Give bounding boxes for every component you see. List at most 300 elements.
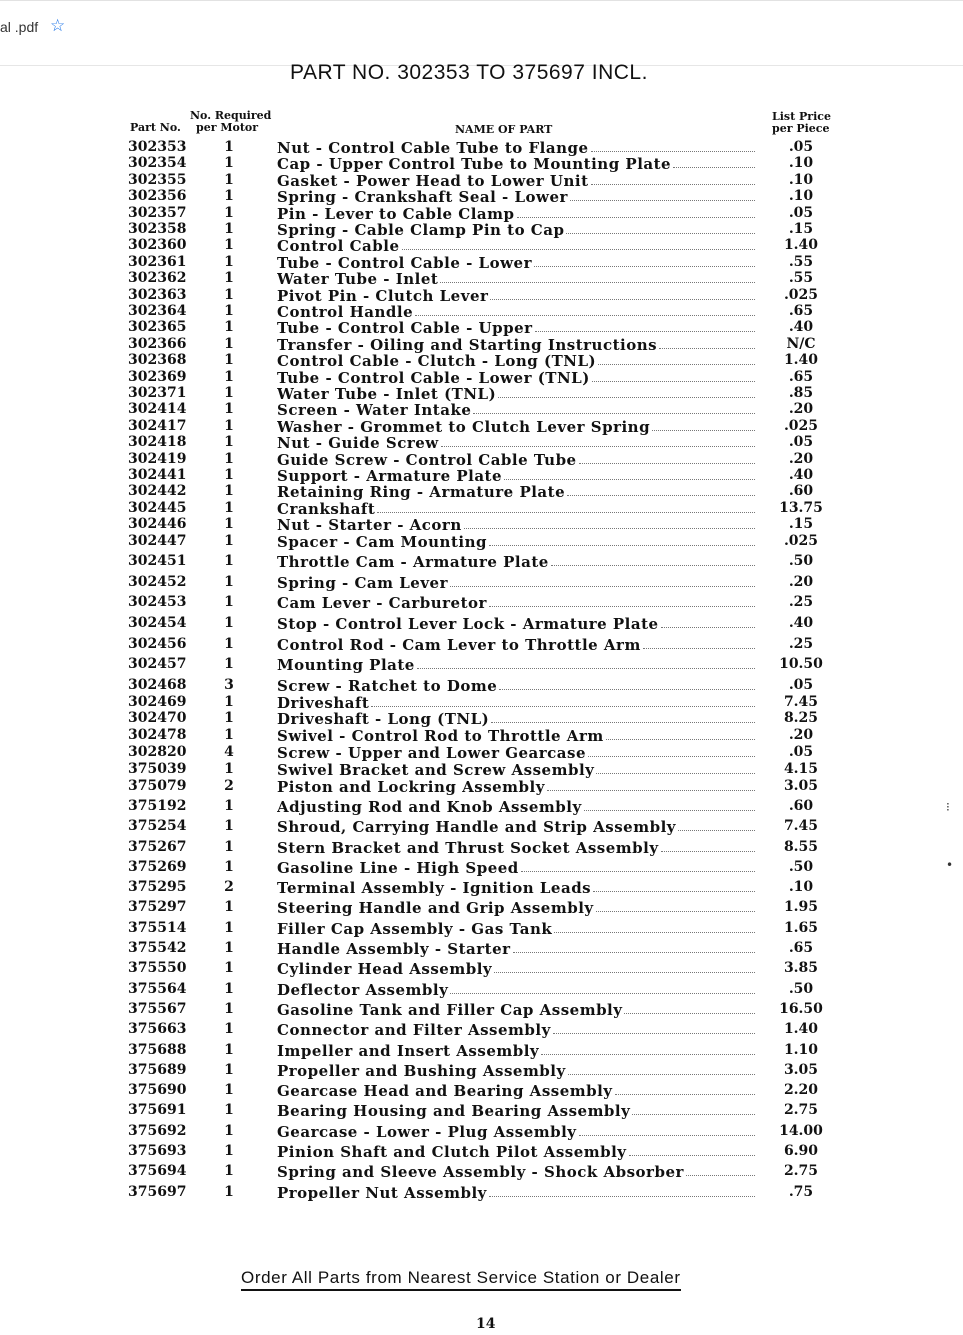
part-name — [277, 434, 757, 451]
part-name-text: Guide Screw - Control Cable Tube — [277, 450, 577, 468]
list-price: 8.55 — [783, 838, 819, 855]
dot-leader — [473, 401, 755, 414]
part-name-text: Tube - Control Cable - Lower (TNL) — [277, 368, 590, 386]
table-row — [0, 553, 963, 570]
header-qty-line1: No. Required — [190, 109, 272, 122]
table-row — [0, 744, 963, 761]
scan-mark: • — [946, 858, 954, 872]
quantity: 1 — [224, 499, 234, 516]
list-price: .025 — [783, 532, 819, 549]
part-name-text: Cam Lever - Carburetor — [277, 594, 487, 612]
part-name-text: Bearing Housing and Bearing Assembly — [277, 1102, 631, 1120]
part-number: 302355 — [128, 171, 187, 188]
dot-leader — [441, 434, 755, 447]
dot-leader — [606, 727, 755, 740]
part-name-text: Terminal Assembly - Ignition Leads — [277, 879, 592, 897]
header-name: NAME OF PART — [455, 123, 553, 136]
part-number: 302454 — [128, 615, 187, 631]
list-price: 4.15 — [783, 760, 819, 777]
table-row — [0, 1143, 963, 1160]
part-name — [277, 205, 757, 222]
table-row — [0, 879, 963, 896]
dot-leader — [566, 221, 755, 234]
quantity: 1 — [224, 1041, 234, 1058]
part-number: 302414 — [128, 401, 187, 418]
list-price: .40 — [788, 467, 814, 483]
quantity: 1 — [224, 594, 234, 611]
dot-leader — [534, 254, 755, 267]
part-number: 302353 — [128, 139, 187, 155]
part-name — [277, 1184, 757, 1201]
quantity: 1 — [224, 204, 234, 221]
table-row — [0, 1123, 963, 1140]
list-price: .05 — [788, 744, 814, 760]
part-number: 302418 — [128, 434, 187, 451]
part-name-text: Spring - Cable Clamp Pin to Cap — [277, 221, 565, 238]
part-name — [277, 710, 757, 727]
list-price: .50 — [788, 858, 814, 875]
quantity: 1 — [224, 553, 234, 570]
list-price: .50 — [788, 980, 814, 997]
quantity: 1 — [224, 573, 234, 590]
part-number: 302365 — [128, 319, 187, 336]
list-price: .65 — [788, 303, 814, 319]
dot-leader — [652, 418, 755, 431]
dot-leader — [593, 879, 755, 892]
part-number: 375297 — [128, 899, 187, 916]
list-price: 3.05 — [783, 1061, 819, 1078]
part-name-text: Pinion Shaft and Clutch Pilot Assembly — [277, 1143, 627, 1160]
table-row — [0, 920, 963, 937]
table-row — [0, 303, 963, 320]
table-row — [0, 899, 963, 916]
list-price: .50 — [788, 553, 814, 570]
quantity: 1 — [224, 635, 234, 652]
list-price: .60 — [788, 483, 814, 500]
part-name — [277, 1062, 757, 1079]
dot-leader — [579, 451, 755, 464]
dot-leader — [584, 798, 755, 811]
quantity: 1 — [224, 188, 234, 205]
part-name — [277, 920, 757, 937]
part-name-text: Adjusting Rod and Knob Assembly — [277, 797, 582, 815]
part-name-text: Crankshaft — [277, 499, 376, 517]
page-number: 14 — [476, 1316, 496, 1332]
dot-leader — [579, 1123, 755, 1136]
part-name — [277, 1143, 757, 1160]
part-name — [277, 221, 757, 238]
part-name — [277, 1021, 757, 1038]
dot-leader — [591, 172, 755, 185]
list-price: .65 — [788, 940, 814, 956]
list-price: .10 — [788, 155, 814, 172]
dot-leader — [450, 981, 755, 994]
dot-leader — [661, 839, 755, 852]
part-name — [277, 677, 757, 694]
table-row — [0, 960, 963, 977]
table-row — [0, 434, 963, 451]
part-name-text: Mounting Plate — [277, 656, 415, 674]
header-qty-line2: per Motor — [196, 121, 259, 134]
dot-leader — [592, 369, 755, 382]
dot-leader — [535, 319, 755, 332]
part-name — [277, 940, 757, 957]
quantity: 1 — [224, 434, 234, 451]
part-name — [277, 636, 757, 653]
table-row — [0, 1102, 963, 1119]
quantity: 3 — [224, 676, 234, 693]
quantity: 1 — [224, 221, 234, 237]
dot-leader — [499, 677, 755, 690]
table-row — [0, 1021, 963, 1038]
part-number: 302468 — [128, 676, 187, 693]
part-name — [277, 319, 757, 336]
part-name-text: Water Tube - Inlet — [277, 270, 439, 288]
part-name — [277, 451, 757, 468]
dot-leader — [489, 533, 755, 546]
part-name — [277, 553, 757, 570]
quantity: 1 — [224, 797, 234, 814]
part-name-text: Spring and Sleeve Assembly - Shock Absorber — [277, 1163, 684, 1181]
quantity: 1 — [224, 253, 234, 270]
list-price: 10.50 — [779, 656, 823, 673]
table-row — [0, 1062, 963, 1079]
table-row — [0, 981, 963, 998]
part-name-text: Propeller and Bushing Assembly — [277, 1061, 566, 1079]
part-name — [277, 574, 757, 591]
part-name-text: Impeller and Insert Assembly — [277, 1041, 540, 1059]
part-number: 302457 — [128, 656, 187, 673]
dot-leader — [415, 303, 755, 316]
part-name-text: Steering Handle and Grip Assembly — [277, 899, 594, 917]
part-number: 375269 — [128, 858, 187, 875]
table-row — [0, 615, 963, 632]
list-price: .05 — [788, 676, 814, 693]
dot-leader — [567, 483, 755, 496]
part-name — [277, 303, 757, 320]
part-name-text: Screen - Water Intake — [277, 401, 472, 419]
table-row — [0, 237, 963, 254]
dot-leader — [494, 960, 755, 973]
table-row — [0, 1082, 963, 1099]
part-number: 375192 — [128, 797, 187, 814]
list-price: 3.85 — [783, 960, 819, 977]
part-number: 375039 — [128, 760, 187, 777]
dot-leader — [624, 1001, 755, 1014]
part-number: 375693 — [128, 1143, 187, 1159]
list-price: .40 — [788, 319, 814, 336]
quantity: 1 — [224, 980, 234, 997]
list-price: .60 — [788, 797, 814, 814]
part-name-text: Driveshaft — [277, 693, 370, 711]
part-name-text: Control Handle — [277, 303, 414, 320]
dot-leader — [513, 940, 755, 953]
part-name-text: Gasket - Power Head to Lower Unit — [277, 171, 589, 189]
table-row — [0, 139, 963, 156]
list-price: .15 — [788, 221, 814, 237]
list-price: 6.90 — [783, 1143, 819, 1159]
part-number: 302354 — [128, 155, 187, 172]
dot-leader — [596, 899, 755, 912]
part-name — [277, 818, 757, 835]
dot-leader — [673, 155, 755, 168]
part-name-text: Control Cable — [277, 237, 400, 255]
list-price: .65 — [788, 368, 814, 385]
part-number: 302363 — [128, 286, 187, 303]
part-number: 375663 — [128, 1021, 187, 1038]
quantity: 1 — [224, 532, 234, 549]
part-number: 375692 — [128, 1122, 187, 1139]
part-name-text: Cylinder Head Assembly — [277, 960, 493, 978]
quantity: 1 — [224, 1021, 234, 1038]
part-number: 302362 — [128, 270, 187, 287]
part-name — [277, 1001, 757, 1018]
part-name-text: Gearcase Head and Bearing Assembly — [277, 1082, 613, 1100]
quantity: 1 — [224, 155, 234, 172]
part-name-text: Connector and Filter Assembly — [277, 1021, 551, 1039]
part-name — [277, 1042, 757, 1059]
quantity: 1 — [224, 352, 234, 369]
table-row — [0, 636, 963, 653]
quantity: 1 — [224, 899, 234, 916]
dot-leader — [490, 287, 755, 300]
list-price: 16.50 — [779, 1000, 823, 1017]
table-row — [0, 188, 963, 205]
star-icon[interactable]: ☆ — [50, 16, 66, 36]
quantity: 1 — [224, 1102, 234, 1119]
list-price: .55 — [788, 270, 814, 287]
part-name — [277, 744, 757, 761]
dot-leader — [498, 385, 755, 398]
part-name-text: Nut - Starter - Acorn — [277, 516, 462, 534]
part-number: 302417 — [128, 417, 187, 434]
part-name — [277, 1082, 757, 1099]
table-row — [0, 451, 963, 468]
dot-leader — [504, 467, 755, 480]
quantity: 1 — [224, 919, 234, 936]
list-price: 3.05 — [783, 777, 819, 794]
table-row — [0, 761, 963, 778]
quantity: 1 — [224, 319, 234, 336]
part-number: 375267 — [128, 838, 187, 855]
part-name — [277, 615, 757, 632]
dot-leader — [591, 139, 755, 152]
table-row — [0, 385, 963, 402]
table-row — [0, 172, 963, 189]
quantity: 1 — [224, 139, 234, 155]
part-number: 302360 — [128, 237, 187, 254]
part-number: 302366 — [128, 335, 187, 352]
list-price: .025 — [783, 286, 819, 303]
quantity: 1 — [224, 693, 234, 710]
part-name — [277, 879, 757, 896]
list-price: .75 — [788, 1183, 814, 1200]
part-name-text: Retaining Ring - Armature Plate — [277, 483, 566, 501]
part-number: 302453 — [128, 594, 187, 611]
part-number: 375254 — [128, 818, 187, 835]
quantity: 1 — [224, 385, 234, 401]
quantity: 1 — [224, 1082, 234, 1099]
quantity: 2 — [224, 777, 234, 794]
part-name — [277, 761, 757, 778]
scan-mark: ⁝ — [946, 800, 950, 814]
part-name — [277, 369, 757, 386]
list-price: .15 — [788, 516, 814, 533]
part-name — [277, 656, 757, 673]
part-name-text: Filler Cap Assembly - Gas Tank — [277, 919, 553, 937]
quantity: 1 — [224, 838, 234, 855]
table-row — [0, 1042, 963, 1059]
list-price: 1.65 — [783, 919, 819, 936]
header-price-line2: per Piece — [772, 122, 830, 135]
footer-note: Order All Parts from Nearest Service Station or Dealer — [241, 1268, 681, 1291]
list-price: .05 — [788, 204, 814, 221]
table-row — [0, 500, 963, 517]
part-name-text: Throttle Cam - Armature Plate — [277, 553, 549, 571]
part-name — [277, 139, 757, 156]
table-row — [0, 839, 963, 856]
part-number: 302442 — [128, 483, 187, 500]
dot-leader — [659, 336, 755, 349]
part-name-text: Spring - Crankshaft Seal - Lower — [277, 188, 568, 206]
dot-leader — [521, 859, 755, 872]
part-name — [277, 237, 757, 254]
list-price: .10 — [788, 188, 814, 205]
quantity: 1 — [224, 237, 234, 254]
table-row — [0, 574, 963, 591]
quantity: 1 — [224, 1143, 234, 1159]
part-name-text: Driveshaft - Long (TNL) — [277, 710, 490, 728]
header-price-line1: List Price — [772, 110, 831, 123]
list-price: .25 — [788, 594, 814, 611]
part-number: 302361 — [128, 253, 187, 270]
dot-leader — [643, 636, 755, 649]
list-price: .25 — [788, 635, 814, 652]
part-name — [277, 336, 757, 353]
part-number: 375567 — [128, 1000, 187, 1017]
page-title: PART NO. 302353 TO 375697 INCL. — [290, 61, 648, 84]
list-price: 13.75 — [779, 499, 823, 516]
dot-leader — [489, 1184, 755, 1197]
part-name — [277, 694, 757, 711]
quantity: 1 — [224, 1061, 234, 1078]
table-row — [0, 859, 963, 876]
part-name — [277, 254, 757, 271]
quantity: 1 — [224, 467, 234, 483]
part-name — [277, 188, 757, 205]
part-name-text: Water Tube - Inlet (TNL) — [277, 385, 497, 402]
table-row — [0, 516, 963, 533]
file-name: al .pdf — [0, 19, 39, 35]
part-name-text: Propeller Nut Assembly — [277, 1183, 487, 1201]
part-name-text: Control Rod - Cam Lever to Throttle Arm — [277, 635, 641, 653]
quantity: 1 — [224, 1163, 234, 1180]
part-name-text: Tube - Control Cable - Upper — [277, 319, 533, 337]
table-row — [0, 467, 963, 484]
quantity: 1 — [224, 1183, 234, 1200]
part-name-text: Gasoline Tank and Filler Cap Assembly — [277, 1000, 623, 1018]
quantity: 1 — [224, 1000, 234, 1017]
part-name — [277, 287, 757, 304]
table-row — [0, 287, 963, 304]
table-row — [0, 727, 963, 744]
quantity: 1 — [224, 940, 234, 956]
list-price: 1.95 — [783, 899, 819, 916]
table-row — [0, 656, 963, 673]
part-name-text: Cap - Upper Control Tube to Mounting Plate — [277, 155, 672, 173]
part-number: 375564 — [128, 980, 187, 997]
part-name-text: Pin - Lever to Cable Clamp — [277, 204, 515, 222]
part-number: 375689 — [128, 1061, 187, 1078]
list-price: N/C — [786, 335, 816, 352]
list-price: 1.10 — [783, 1041, 819, 1058]
dot-leader — [417, 656, 755, 669]
part-number: 302456 — [128, 635, 187, 652]
part-number: 375697 — [128, 1183, 187, 1200]
list-price: .55 — [788, 253, 814, 270]
table-row — [0, 677, 963, 694]
quantity: 1 — [224, 858, 234, 875]
table-row — [0, 1001, 963, 1018]
list-price: 1.40 — [783, 352, 819, 369]
table-row — [0, 483, 963, 500]
table-row — [0, 798, 963, 815]
dot-leader — [371, 694, 755, 707]
list-price: .85 — [788, 385, 814, 401]
dot-leader — [629, 1143, 755, 1156]
dot-leader — [598, 352, 755, 365]
part-number: 302364 — [128, 303, 187, 319]
part-name — [277, 839, 757, 856]
part-name — [277, 401, 757, 418]
list-price: .20 — [788, 401, 814, 418]
part-number: 302419 — [128, 450, 187, 467]
list-price: .20 — [788, 727, 814, 744]
list-price: 1.40 — [783, 1021, 819, 1038]
quantity: 1 — [224, 483, 234, 500]
part-name-text: Stern Bracket and Thrust Socket Assembly — [277, 838, 659, 856]
part-name-text: Gearcase - Lower - Plug Assembly — [277, 1122, 577, 1140]
part-number: 302369 — [128, 368, 187, 385]
quantity: 1 — [224, 286, 234, 303]
list-price: 8.25 — [783, 710, 819, 727]
part-name-text: Deflector Assembly — [277, 980, 449, 998]
part-name — [277, 352, 757, 369]
list-price: .10 — [788, 879, 814, 896]
part-number: 302452 — [128, 573, 187, 590]
quantity: 4 — [224, 744, 234, 760]
quantity: 1 — [224, 368, 234, 385]
quantity: 1 — [224, 818, 234, 835]
table-row — [0, 401, 963, 418]
part-name-text: Screw - Ratchet to Dome — [277, 676, 498, 694]
part-name — [277, 981, 757, 998]
part-name-text: Nut - Guide Screw — [277, 434, 439, 452]
table-row — [0, 940, 963, 957]
part-name — [277, 516, 757, 533]
list-price: 1.40 — [783, 237, 819, 254]
dot-leader — [377, 500, 755, 513]
part-number: 375514 — [128, 919, 187, 936]
table-row — [0, 254, 963, 271]
table-row — [0, 155, 963, 172]
list-price: 7.45 — [783, 693, 819, 710]
part-name — [277, 418, 757, 435]
table-row — [0, 1184, 963, 1201]
table-row — [0, 205, 963, 222]
quantity: 1 — [224, 417, 234, 434]
part-name — [277, 859, 757, 876]
